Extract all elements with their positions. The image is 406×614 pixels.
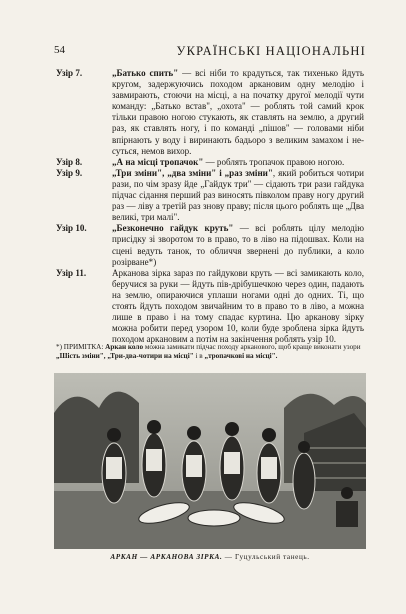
- pattern-11: [56, 268, 364, 346]
- footnote-pattern-names: „Шість зміни", „Три-два-чотири на місці": [56, 351, 194, 360]
- pattern-label: Узір 10.: [56, 223, 87, 234]
- pattern-name: „Три зміни", „два зміни" і „раз зміни": [112, 167, 273, 178]
- footnote-pattern-name-last: „тропачкові на місці".: [204, 351, 278, 360]
- photo-caption: [54, 553, 366, 561]
- pattern-text: — всі ніби то крадуться, так тихенько йдуть кругом, задержуючись походом аркановим одну мелодію і завмирають, стоючи на місці, а на початку другої мелодії чути команду: „Батько встав", „охота" — роблять той самий крок тільки правою ногою стукають, як ставлять на землю, а другий раз, як ставлять ногу, і по команді „пішов" — головами ніби впірнають у воду і виринають бадьоро з великим замахом і не-суться, немов вихор.: [112, 68, 364, 156]
- pattern-text: — роблять тропачок правою ногою.: [203, 156, 345, 167]
- footnote-text: можна замикати підчас походу арканового, щоб краще виконати узори: [143, 343, 361, 351]
- pattern-name: „А на місці тропачок": [112, 156, 204, 167]
- photo-illustration: [54, 373, 366, 549]
- pattern-text: — всі роблять цілу мелодію присідку зі зворотом то в право, то в ліво на підошвах. Коли на сцені ведуть танок, то обличчя звернені до публики, а коло розірване*): [112, 223, 364, 267]
- pattern-name: „Батько спить": [112, 68, 179, 78]
- page-header: [54, 44, 366, 60]
- pattern-label: Узір 11.: [56, 267, 87, 278]
- pattern-text: , який робиться чотири рази, по чім зразу йде „Гайдук три" — сідають три рази гайдука підчас сідання перший раз виносять півколом праву ногу другий раз — ліву а третій раз знову праву; після цього роблять ще „Два великі, три малі".: [112, 167, 364, 223]
- folk-dancers-photo: [54, 373, 366, 549]
- footnote: [56, 343, 364, 360]
- footnote-term: Аркан коло: [105, 343, 144, 351]
- pattern-label: Узір 9.: [56, 167, 83, 178]
- pattern-name: „Безконечно гайдук круть": [112, 223, 234, 234]
- pattern-7: [56, 68, 364, 157]
- pattern-label: Узір 7.: [56, 68, 83, 78]
- caption-title: АРКАН — АРКАНОВА ЗІРКА.: [110, 553, 223, 561]
- pattern-text: Арканова зірка зараз по гайдукови круть — всі замикають коло, беручися за руки — йдуть пів-дрібушечкою через один, падають на землю, опираючися уплаши ногами одні до одних. Ті, що стоять йдуть походом звичайним то в право то в ліво, а можна лише в право і на тому спадає куртина. Цю арканову зірку можна робити перед узором 10, коли буде зроблена зірка йдуть походом аркановим а потім на закінчення роблять узір 10.: [112, 267, 364, 345]
- body-text: [56, 68, 364, 345]
- pattern-9: [56, 168, 364, 223]
- pattern-10: [56, 223, 364, 267]
- footnote-text-end: і в: [193, 351, 205, 360]
- caption-rest: — Гуцульський танець.: [222, 553, 310, 561]
- running-head: УКРАЇНСЬКІ НАЦІОНАЛЬНІ: [176, 44, 366, 58]
- pattern-label: Узір 8.: [56, 156, 83, 167]
- pattern-8: [56, 157, 364, 168]
- page-number: 54: [54, 44, 65, 56]
- footnote-lead: *) ПРИМІТКА:: [56, 343, 106, 351]
